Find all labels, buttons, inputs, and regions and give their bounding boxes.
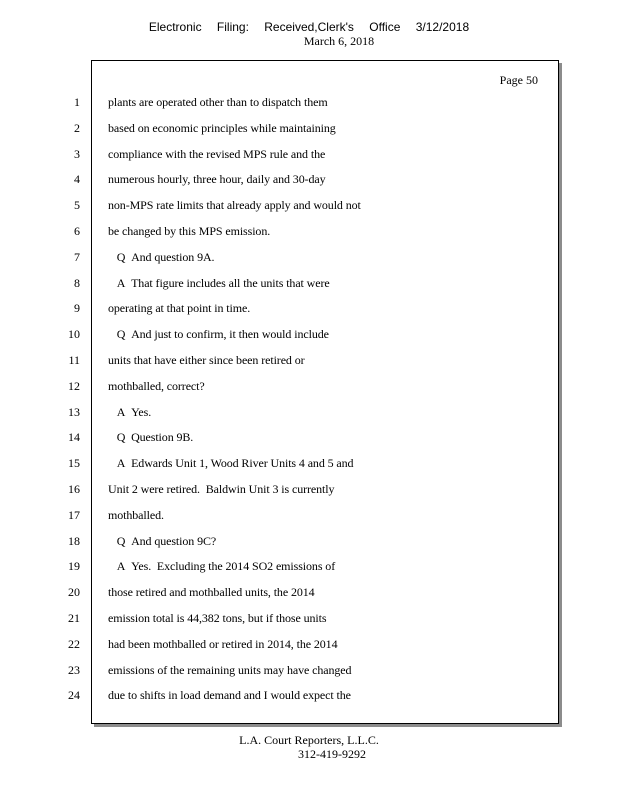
line-text: Q And question 9C? [108,534,217,548]
line-number: 10 [68,327,80,341]
line-text: had been mothballed or retired in 2014, the 2014 [108,637,338,651]
line-text: due to shifts in load demand and I would expect the [108,688,351,702]
line-number: 2 [74,121,80,135]
line-number: 15 [68,456,80,470]
footer [0,733,618,761]
line-number: 18 [68,534,80,548]
stamp-part: Received,Clerk's [264,20,354,34]
transcript-date: March 6, 2018 [303,34,375,48]
line-text: units that have either since been retired or [108,353,305,367]
line-text: Unit 2 were retired. Baldwin Unit 3 is currently [108,482,335,496]
line-number: 1 [74,95,80,109]
line-text: emissions of the remaining units may have changed [108,663,352,677]
stamp-part: Office [369,20,401,34]
line-number: 7 [74,250,80,264]
stamp-part: Filing: [216,20,249,34]
line-text: A Yes. [108,405,152,419]
line-text: Q Question 9B. [108,430,194,444]
line-number: 14 [68,430,80,444]
stamp-part: Electronic [148,20,202,34]
line-number: 8 [74,276,80,290]
line-number: 17 [68,508,80,522]
filing-stamp-line [0,20,618,34]
line-text: based on economic principles while maintaining [108,121,336,135]
page-number: Page 50 [499,73,538,87]
line-text: mothballed, correct? [108,379,205,393]
line-number: 16 [68,482,80,496]
line-number: 9 [74,301,80,315]
court-reporter-name: L.A. Court Reporters, L.L.C. [239,733,379,747]
line-text: A Edwards Unit 1, Wood River Units 4 and 5 and [108,456,354,470]
line-text: numerous hourly, three hour, daily and 30-day [108,172,326,186]
line-number: 20 [68,585,80,599]
line-number: 13 [68,405,80,419]
line-number: 3 [74,147,80,161]
court-reporter-phone: 312-419-9292 [298,747,366,761]
line-text: emission total is 44,382 tons, but if those units [108,611,327,625]
line-text: operating at that point in time. [108,301,251,315]
line-text: non-MPS rate limits that already apply and would not [108,198,361,212]
line-number: 12 [68,379,80,393]
line-text: be changed by this MPS emission. [108,224,271,238]
stamp-part: 3/12/2018 [415,20,470,34]
line-number: 5 [74,198,80,212]
line-number: 22 [68,637,80,651]
line-text: A That figure includes all the units that were [108,276,330,290]
line-number: 11 [68,353,80,367]
line-text: A Yes. Excluding the 2014 SO2 emissions of [108,559,336,573]
line-number: 21 [68,611,80,625]
line-text: Q And just to confirm, it then would include [108,327,329,341]
line-number: 19 [68,559,80,573]
line-text: Q And question 9A. [108,250,215,264]
line-number: 6 [74,224,80,238]
line-number: 23 [68,663,80,677]
line-text: compliance with the revised MPS rule and the [108,147,326,161]
line-number: 24 [68,688,80,702]
line-text: mothballed. [108,508,164,522]
line-text: plants are operated other than to dispatch them [108,95,328,109]
line-number: 4 [74,172,80,186]
line-text: those retired and mothballed units, the 2014 [108,585,315,599]
filing-stamp [0,20,618,48]
